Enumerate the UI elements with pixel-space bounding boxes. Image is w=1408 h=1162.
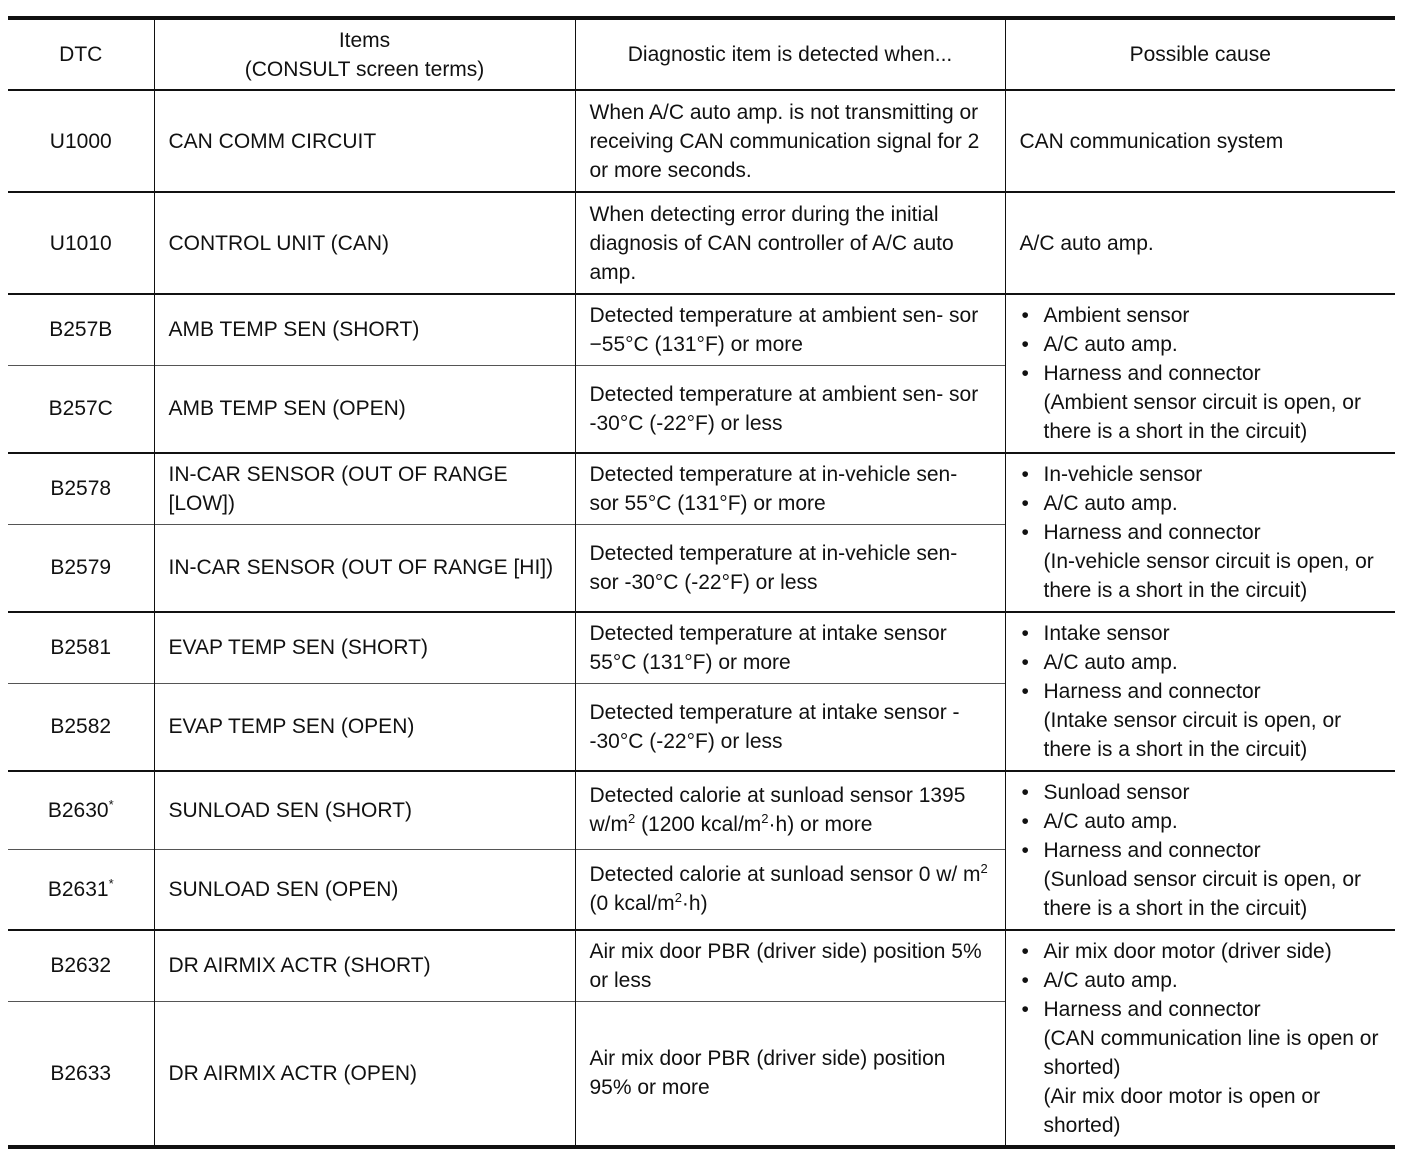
item-term: CAN COMM CIRCUIT [154,90,575,192]
dtc-code: B257C [8,365,154,453]
detect-condition: Detected temperature at in-vehicle sen- sor -30°C (-22°F) or less [575,524,1005,612]
detect-condition: Detected temperature at ambient sen- sor -30°C (-22°F) or less [575,365,1005,453]
table-row [8,192,1395,294]
cause-item: • Harness and connector (CAN communication line is open or shorted) (Air mix door motor is open or shorted) [1020,995,1382,1140]
dtc-code: B2578 [8,453,154,524]
possible-cause [1005,771,1395,930]
cause-item: • A/C auto amp. [1020,489,1382,518]
dtc-code: B2582 [8,683,154,771]
cause-detail: (Ambient sensor circuit is open, or there is a short in the circuit) [1043,391,1361,443]
item-term: EVAP TEMP SEN (SHORT) [154,612,575,683]
header-row [8,18,1395,90]
table-row [8,612,1395,683]
dtc-code: B2633 [8,1001,154,1147]
possible-cause [1005,930,1395,1147]
cause-item: • Intake sensor [1020,619,1382,648]
detect-condition: When detecting error during the initial diagnosis of CAN controller of A/C auto amp. [575,192,1005,294]
possible-cause: A/C auto amp. [1005,192,1395,294]
possible-cause [1005,612,1395,771]
cause-detail: (Air mix door motor is open or shorted) [1043,1084,1321,1137]
item-term: DR AIRMIX ACTR (SHORT) [154,930,575,1001]
detect-condition: Detected temperature at in-vehicle sen- sor 55°C (131°F) or more [575,453,1005,524]
cause-item: • Harness and connector (In-vehicle sensor circuit is open, or there is a short in the circuit) [1020,518,1382,605]
item-term: CONTROL UNIT (CAN) [154,192,575,294]
footnote-mark: * [108,796,114,812]
cause-item: • Ambient sensor [1020,301,1382,330]
header-cause: Possible cause [1005,18,1395,90]
header-dtc: DTC [8,18,154,90]
detect-condition: Detected calorie at sunload sensor 1395 $w/m^2$ (1200 kcal/$m^2\cdot h$) or more [575,771,1005,849]
item-term: DR AIRMIX ACTR (OPEN) [154,1001,575,1147]
item-term: EVAP TEMP SEN (OPEN) [154,683,575,771]
possible-cause: CAN communication system [1005,90,1395,192]
cause-list [1020,460,1382,605]
cause-item: • In-vehicle sensor [1020,460,1382,489]
table-row [8,930,1395,1001]
dtc-code: B2630* [8,771,154,849]
dtc-code: B2581 [8,612,154,683]
cause-list [1020,778,1382,923]
table-row [8,771,1395,849]
cause-item: • Harness and connector (Ambient sensor circuit is open, or there is a short in the circuit) [1020,359,1382,446]
header-items-line1: Items [338,28,391,52]
footnote-mark: * [108,875,114,891]
cause-list [1020,301,1382,446]
cause-item: • A/C auto amp. [1020,966,1382,995]
detect-condition: Detected calorie at sunload sensor 0 w/ $m^2$ (0 kcal/$m^2\cdot h$) [575,849,1005,930]
cause-item: • A/C auto amp. [1020,807,1382,836]
cause-detail: (In-vehicle sensor circuit is open, or there is a short in the circuit) [1043,550,1374,602]
detect-condition: Detected temperature at intake sensor 55°C (131°F) or more [575,612,1005,683]
detect-condition: Air mix door PBR (driver side) position 5% or less [575,930,1005,1001]
dtc-code: U1010 [8,192,154,294]
dtc-code: B2632 [8,930,154,1001]
detect-condition: When A/C auto amp. is not transmitting or receiving CAN communication signal for 2 or more seconds. [575,90,1005,192]
item-term: AMB TEMP SEN (OPEN) [154,365,575,453]
detect-condition: Air mix door PBR (driver side) position 95% or more [575,1001,1005,1147]
table-row [8,294,1395,365]
table-row [8,453,1395,524]
detect-condition: Detected temperature at ambient sen- sor −55°C (131°F) or more [575,294,1005,365]
header-items-line2: (CONSULT screen terms) [244,57,485,81]
cause-item: • A/C auto amp. [1020,330,1382,359]
cause-item: • Air mix door motor (driver side) [1020,937,1382,966]
dtc-code: B2579 [8,524,154,612]
item-term: IN-CAR SENSOR (OUT OF RANGE [LOW]) [154,453,575,524]
item-term: IN-CAR SENSOR (OUT OF RANGE [HI]) [154,524,575,612]
dtc-code: B2631* [8,849,154,930]
cause-list [1020,937,1382,1140]
cause-detail: (Intake sensor circuit is open, or there is a short in the circuit) [1043,709,1342,761]
cause-item: • A/C auto amp. [1020,648,1382,677]
item-term: AMB TEMP SEN (SHORT) [154,294,575,365]
table-row [8,90,1395,192]
dtc-code: U1000 [8,90,154,192]
possible-cause [1005,453,1395,612]
item-term: SUNLOAD SEN (SHORT) [154,771,575,849]
cause-list [1020,619,1382,764]
dtc-code: B257B [8,294,154,365]
item-term: SUNLOAD SEN (OPEN) [154,849,575,930]
cause-detail: (Sunload sensor circuit is open, or there is a short in the circuit) [1043,868,1361,920]
cause-detail: (CAN communication line is open or shorted) [1043,1026,1379,1079]
header-items [154,18,575,90]
possible-cause [1005,294,1395,453]
cause-item: • Harness and connector (Intake sensor circuit is open, or there is a short in the circuit) [1020,677,1382,764]
dtc-table [8,16,1395,1149]
cause-item: • Harness and connector (Sunload sensor circuit is open, or there is a short in the circuit) [1020,836,1382,923]
detect-condition: Detected temperature at intake sensor - -30°C (-22°F) or less [575,683,1005,771]
cause-item: • Sunload sensor [1020,778,1382,807]
header-detect: Diagnostic item is detected when... [575,18,1005,90]
